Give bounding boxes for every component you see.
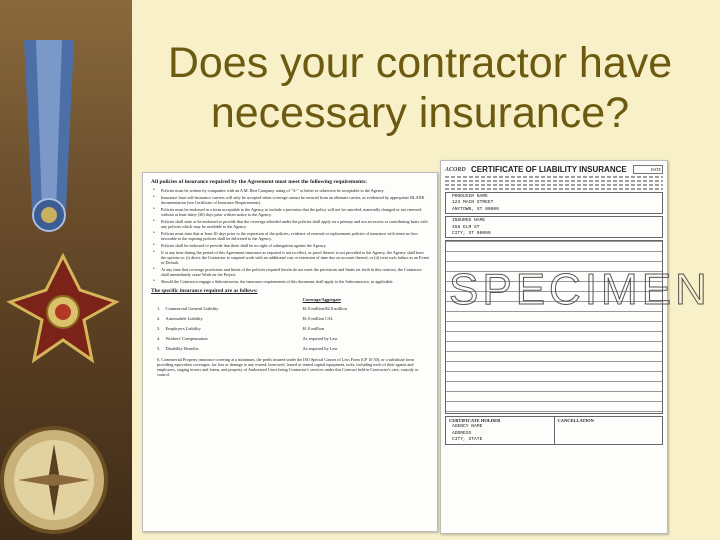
insured-line: 456 ELM ST	[452, 224, 480, 230]
requirement-item: • If at any time during the period of this Agreement insurance as required is not in effect, or proof thereof is not provided to the Agency, the Agency shall have the options to: (i) direct the Contractor to suspend work with no additional cost or extension of time due on account thereof; or (ii) treat such failure as an Event of Default.	[161, 250, 429, 265]
row-number: 3.	[157, 325, 161, 331]
requirement-item: • Policies must be endorsed in a form acceptable to the Agency to include a provision that the policy will not be canceled, materially changed or not renewed without at least thirty (30) days prior written notice to the Agency.	[161, 207, 429, 217]
table-row	[157, 343, 417, 353]
acord-logo: ACORD	[445, 166, 466, 173]
coverage-name: Workers' Compensation	[165, 335, 208, 341]
medal-photo	[0, 0, 132, 540]
certificate-header	[445, 165, 663, 174]
producer-line: ANYTOWN, ST 00000	[452, 206, 499, 212]
producer-line: PRODUCER NAME	[452, 194, 488, 199]
producer-line: 123 MAIN STREET	[452, 200, 494, 206]
specimen-watermark: SPECIMEN	[449, 265, 711, 314]
requirement-item: • Policies must state that at least 30 days prior to the expiration of the policies, evidence of renewal or replacement policies of insurance with terms no less favorable to the expiring policies shall be delivered to the Agency.	[161, 231, 429, 241]
requirement-item: • Should the Contractor engage a Subcontractor, the insurance requirements of this document shall apply to the Subcontractor, as applicable.	[161, 279, 429, 284]
holder-line: ADDRESS	[452, 430, 472, 436]
cancellation-label: CANCELLATION	[557, 418, 594, 424]
row-number: 5.	[157, 345, 161, 351]
certificate-of-insurance	[440, 160, 711, 534]
row-number: 4.	[157, 335, 161, 341]
coverage-limit: $1.0 million	[302, 325, 325, 331]
insured-line: CITY, ST 00000	[452, 231, 491, 237]
title-line-2: necessary insurance?	[210, 89, 630, 137]
requirements-footer: 6. Commercial Property insurance covering at a minimum, the perils insured under the ISO Special Causes of Loss Form (CP 10 30), or a substitute form providing equivalent coverages, for loss or damage to any owned, borrowed, leased or rented capital equipment, tools, including tools of their agents and employees, staging towers and forms, and property of Authorized Users being Contractor's services under this Contract held in Contractor's care, custody or control.	[157, 357, 419, 377]
holder-line: CITY, STATE	[452, 437, 483, 443]
coverage-limit: As required by Law	[302, 335, 338, 341]
row-number: 1.	[157, 305, 161, 311]
holder-box	[445, 416, 663, 444]
row-number: 2.	[157, 315, 161, 321]
coverage-table	[157, 296, 417, 353]
table-row	[157, 323, 417, 333]
coverage-name: Disability Benefits	[165, 345, 199, 351]
title-line-1: Does your contractor have	[167, 39, 673, 87]
coverage-name: Automobile Liability	[165, 315, 203, 321]
requirements-subheading: The specific insurance required are as follows:	[151, 288, 258, 294]
compass-icon	[0, 410, 114, 540]
insured-box	[445, 216, 663, 238]
table-row	[157, 313, 417, 323]
coverage-limit: $1.0 million/$2.0 million	[302, 305, 347, 311]
requirement-item: • Policies must be written by companies with an A.M. Best Company rating of "A-" or better or otherwise be acceptable to the Agency.	[161, 188, 429, 193]
coverage-name: Commercial General Liability	[165, 305, 219, 311]
cross-medal-icon	[4, 250, 122, 400]
slide-title	[140, 38, 700, 138]
holder-line: AGENCY NAME	[452, 424, 483, 430]
producer-box	[445, 192, 663, 214]
table-row	[157, 303, 417, 313]
requirement-item: • Policies shall state or be endorsed to provide that the coverage afforded under the policies shall apply on a primary and not an excess or contributing basis with any policies which may be available to the Agency.	[161, 219, 429, 229]
requirement-item: • At any time that coverage provisions and limits of the policies required herein do not meet the provisions and limits set forth in this contract, the Contractor shall immediately cease Work on the Project.	[161, 267, 429, 277]
coverage-name: Employers Liability	[165, 325, 201, 331]
ribbon-image	[14, 40, 84, 230]
certificate-title: CERTIFICATE OF LIABILITY INSURANCE	[471, 165, 627, 174]
requirement-item: • Insurance from self-insurance carriers will only be accepted when coverage cannot be secured from an alternate carrier, as evidenced by appropriate BLANK documentation (see Certificate of Insurance Requirements).	[161, 195, 429, 205]
coverage-limit: As required by Law	[302, 345, 338, 351]
requirements-heading: All policies of insurance required by the Agreement must meet the following requirements:	[151, 179, 368, 185]
holder-label: CERTIFICATE HOLDER	[449, 418, 501, 424]
coverage-limit: $1.0 million CSL	[302, 315, 334, 321]
coverage-table-header: Coverage/Aggregate	[302, 297, 341, 302]
table-row	[157, 333, 417, 343]
certificate-date: DATE	[633, 165, 663, 174]
insurance-requirements-document	[142, 172, 438, 532]
insured-line: INSURED NAME	[452, 218, 486, 224]
requirement-item: • Policies shall be endorsed to provide that there shall be no right of subrogation against the Agency.	[161, 243, 429, 248]
